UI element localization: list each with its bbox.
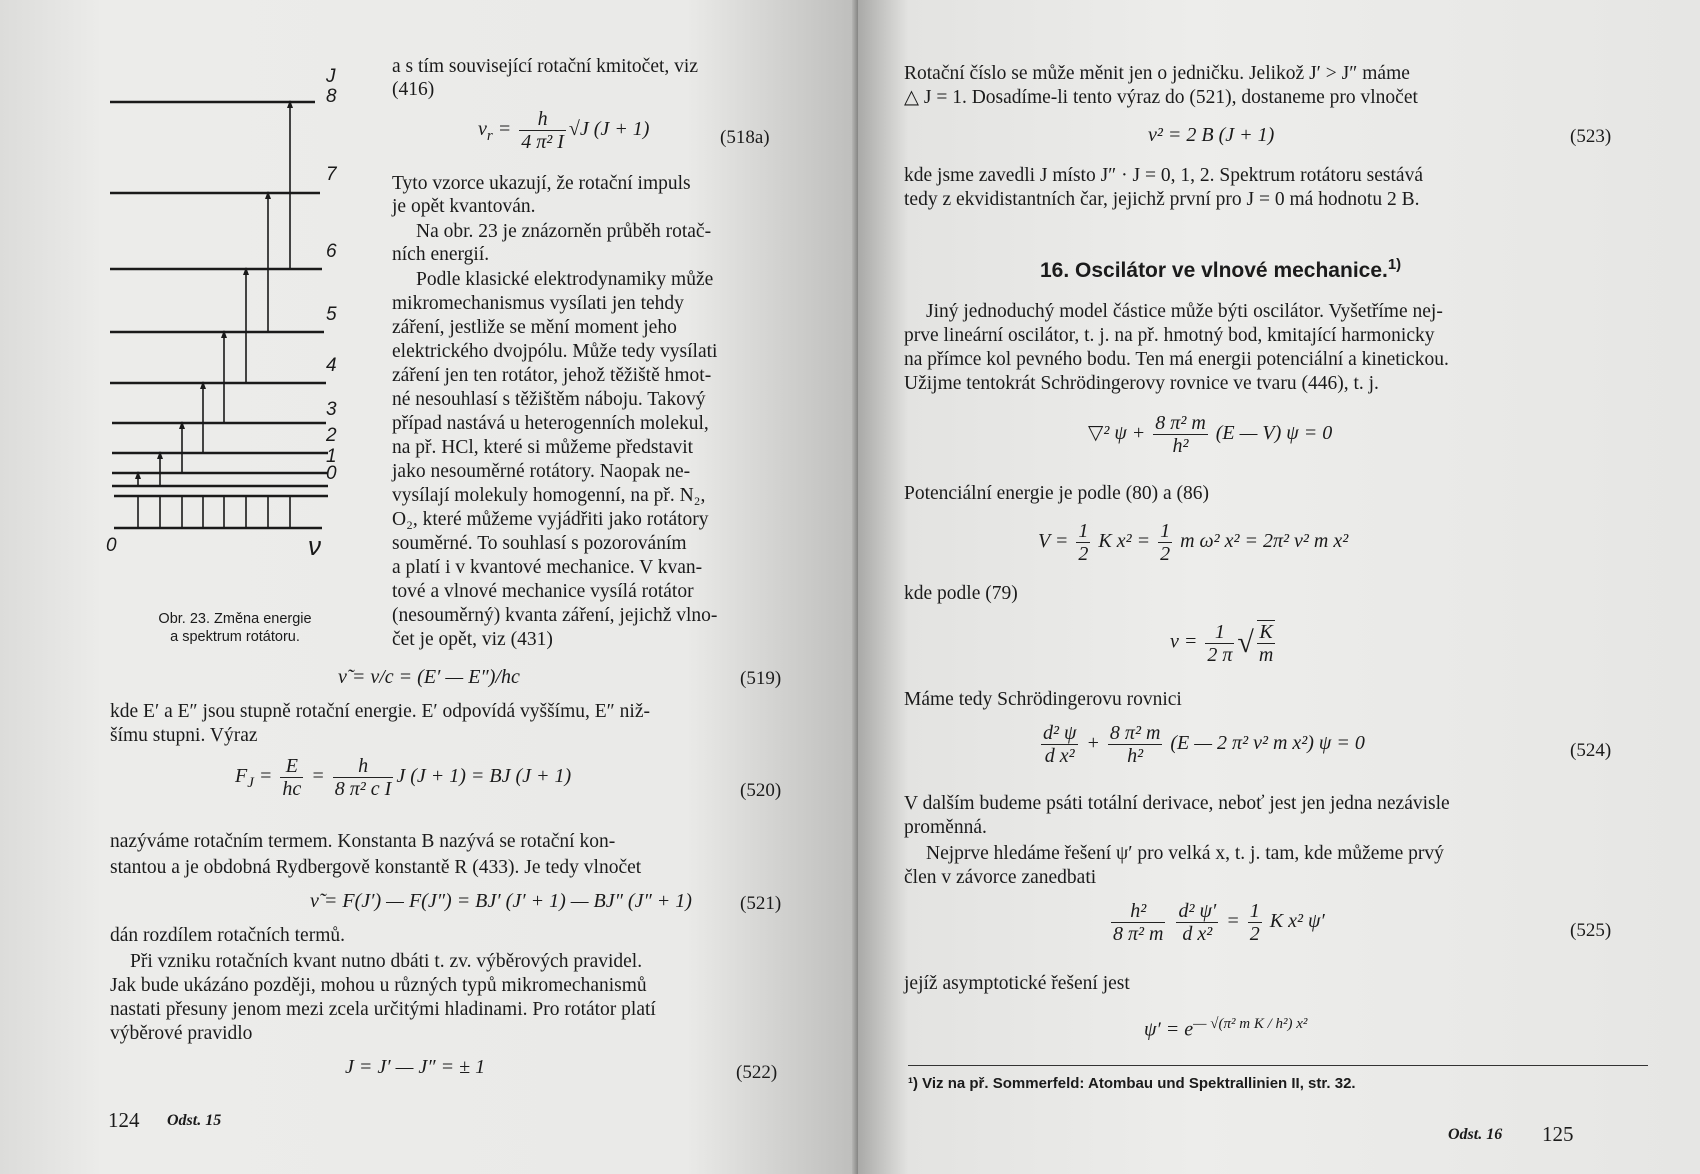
- energy-level-diagram: [100, 55, 440, 635]
- equation-521: ν̃ = F(J′) — F(J″) = BJ′ (J′ + 1) — BJ″ (J″ + 1): [310, 890, 692, 912]
- equation-523: ν² = 2 B (J + 1): [1148, 124, 1275, 146]
- equation-number-523: (523): [1570, 126, 1612, 147]
- equation-number-522: (522): [736, 1062, 778, 1083]
- level-label-2: 2: [326, 425, 337, 446]
- figure-caption: Obr. 23. Změna energie a spektrum rotátoru.: [158, 611, 312, 645]
- axis-zero-label: 0: [106, 535, 117, 556]
- section-marker-left: Odst. 15: [167, 1112, 222, 1129]
- equation-446: ▽² ψ + $\frac{\text{8 π² m}}{\text{h²}}$ (E — V) ψ = 0: [1088, 412, 1333, 457]
- level-label-7: 7: [326, 164, 337, 185]
- page-number-right: 125: [1542, 1122, 1574, 1146]
- level-label-j: J: [326, 66, 336, 87]
- equation-number-521: (521): [740, 893, 782, 914]
- asymptotic-text: jejíž asymptotické řešení jest: [904, 973, 1130, 994]
- equation-number-520: (520): [740, 780, 782, 801]
- footnote: ¹) Viz na př. Sommerfeld: Atombau und Spektrallinien II, str. 32.: [908, 1075, 1356, 1092]
- equation-number-518a: (518a): [720, 127, 770, 148]
- level-label-8: 8: [326, 86, 337, 107]
- footnote-rule: [908, 1065, 1648, 1066]
- left-page: J 8 7 6 5 4 3 2 1 0 0 ν Obr. 23. Změna energie a spektrum rotátoru. a s tím související rotační kmitočet, viz (416) $\nu_r$ = $\frac{h}{\text{4 π² I}}$ √J (J + 1) (518a) Tyto vzorce ukazují, že rotační impuls je opět kvantován. Na obr. 23 je znázorněn průběh rotač- ních energií. Podle klasické elektrodynamiky může mikromechanismus vysílati jen tehdy záření, jestliže se mění moment jeho elektrického dvojpólu. Může tedy vysílati záření jen ten rotátor, jehož těžiště hmot- né nesouhlasí s těžištěm náboju. Takový případ nastává u heterogenních molekul, na př. HCl, které si můžeme představit jako nesouměrné rotátory. Naopak ne- vysílají molekuly homogenní, na př. N₂, O₂, které můžeme vyjádřiti jako rotátory souměrné. To souhlasí s pozorováním a platí i v kvantové mechanice. V kvan- tové a vlnové mechanice vysílá rotátor (nesouměrný) kvanta záření, jejichž vlno- čet je opět, viz (431) ν̃ = ν/c = (E′ — E″)/hc (519) kde E′ a E″ jsou stupně rotační energie. E′ odpovídá vyššímu, E″ niž- šímu stupni. Výraz $F_J$ = $\frac{E}{hc}$ = $\frac{h}{\text{8 π² c I}}$ J (J + 1) = BJ (J + 1) (520) nazýváme rotačním termem. Konstanta B nazývá se rotační kon- stantou a je obdobná Rydbergově konstantě R (433). Je tedy vlnočet ν̃ = F(J′) — F(J″) = BJ′ (J′ + 1) — BJ″ (J″ + 1) (521) dán rozdílem rotačních termů. Při vzniku rotačních kvant nutno dbáti t. zv. výběrových pravidel. Jak bude ukázáno později, mohou u různých typů mikromechanismů nastati přesuny jenom mezi zcela určitými hladinami. Pro rotátor platí výběrové pravidlo J = J′ — J″ = ± 1 (522) 124 Odst. 15: [0, 0, 858, 1174]
- equation-number-525: (525): [1570, 920, 1612, 941]
- equation-frequency: ν = $\frac{1}{2 \pi}$ √ $\frac{K}{m}$: [1170, 620, 1274, 666]
- equation-524: $\frac{\text{d² ψ}}{\text{d x²}}$ + $\frac{\text{8 π² m}}{\text{h²}}$ (E — 2 π² ν² m x²) ψ = 0: [1043, 722, 1365, 767]
- level-label-0: 0: [326, 463, 337, 484]
- equation-522: J = J′ — J″ = ± 1: [345, 1056, 486, 1078]
- equation-520: $F_J$ = $\frac{E}{hc}$ = $\frac{h}{\text{8 π² c I}}$ J (J + 1) = BJ (J + 1): [235, 755, 572, 800]
- equation-number-524: (524): [1570, 740, 1612, 761]
- level-label-4: 4: [326, 355, 337, 376]
- level-label-5: 5: [326, 304, 337, 325]
- equation-518a: $\nu_r$ = $\frac{h}{\text{4 π² I}}$ √J (J + 1): [478, 108, 650, 153]
- equation-519: ν̃ = ν/c = (E′ — E″)/hc: [338, 666, 520, 688]
- equation-potential: V = $\frac{1}{2}$ K x² = $\frac{1}{2}$ m ω² x² = 2π² ν² m x²: [1038, 520, 1349, 565]
- axis-nu-label: ν: [308, 531, 321, 561]
- equation-number-519: (519): [740, 668, 782, 689]
- schrodinger-text: Máme tedy Schrödingerovu rovnici: [904, 689, 1182, 710]
- frequency-text: kde podle (79): [904, 583, 1018, 604]
- page-number-left: 124: [108, 1108, 140, 1132]
- potential-text: Potenciální energie je podle (80) a (86): [904, 483, 1210, 504]
- level-label-1: 1: [326, 446, 337, 467]
- level-label-6: 6: [326, 241, 337, 262]
- section-heading: 16. Oscilátor ve vlnové mechanice.$^{1)}$: [1040, 256, 1402, 282]
- section-marker-right: Odst. 16: [1448, 1126, 1503, 1143]
- equation-asymptotic: $\psi' = e^{— √(\pi^2 m K / h^2) x^2}$: [1144, 1016, 1308, 1041]
- equation-525: $\frac{\text{h²}}{\text{8 π² m}}$ $\frac{\text{d² ψ′}}{\text{d x²}}$ = $\frac{1}{2}$ K x² ψ′: [1113, 900, 1325, 945]
- level-label-3: 3: [326, 399, 337, 420]
- right-page: Rotační číslo se může měnit jen o jedničku. Jelikož J′ > J″ máme △ J = 1. Dosadíme-li tento výraz do (521), dostaneme pro vlnočet ν² = 2 B (J + 1) (523) kde jsme zavedli J místo J″ · J = 0, 1, 2. Spektrum rotátoru sestává tedy z ekvidistantních čar, jejichž první pro J = 0 má hodnotu 2 B. 16. Oscilátor ve vlnové mechanice.$^{1)}$ Jiný jednoduchý model částice může býti oscilátor. Vyšetříme nej- prve lineární oscilátor, t. j. na př. hmotný bod, kmitající harmonicky na přímce kol pevného bodu. Ten má energii potenciální a kinetickou. Užijme tentokrát Schrödingerovy rovnice ve tvaru (446), t. j. ▽² ψ + $\frac{\text{8 π² m}}{\text{h²}}$ (E — V) ψ = 0 Potenciální energie je podle (80) a (86) V = $\frac{1}{2}$ K x² = $\frac{1}{2}$ m ω² x² = 2π² ν² m x² kde podle (79) ν = $\frac{1}{2 \pi}$ √ $\frac{K}{m}$ Máme tedy Schrödingerovu rovnici $\frac{\text{d² ψ}}{\text{d x²}}$ + $\frac{\text{8 π² m}}{\text{h²}}$ (E — 2 π² ν² m x²) ψ = 0 (524) V dalším budeme psáti totální derivace, neboť jest jen jedna nezávisle proměnná. Nejprve hledáme řešení ψ′ pro velká x, t. j. tam, kde můžeme prvý člen v závorce zanedbati $\frac{\text{h²}}{\text{8 π² m}}$ $\frac{\text{d² ψ′}}{\text{d x²}}$ = $\frac{1}{2}$ K x² ψ′ (525) jejíž asymptotické řešení jest $\psi' = e^{— √(\pi^2 m K / h^2) x^2}$ ¹) Viz na př. Sommerfeld: Atombau und Spektrallinien II, str. 32. Odst. 16 125: [858, 0, 1700, 1174]
